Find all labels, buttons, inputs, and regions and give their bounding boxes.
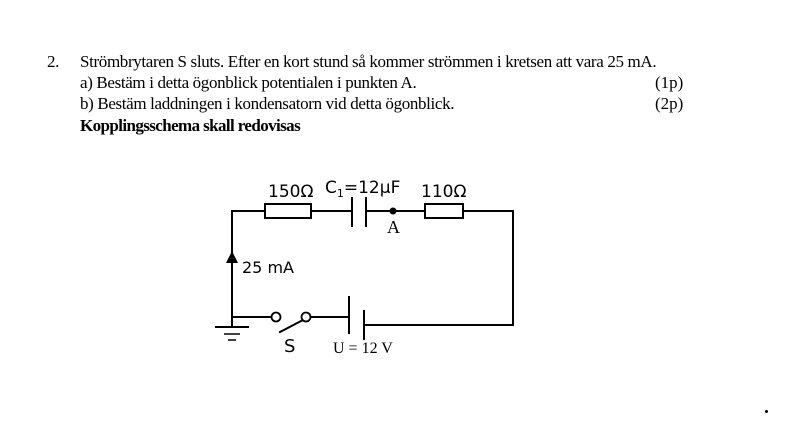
question-a: a) Bestäm i detta ögonblick potentialen i punkten A.: [80, 73, 417, 92]
point-a-label: A: [387, 217, 400, 237]
question-b-points: (2p): [655, 94, 684, 113]
resistor-150: [265, 204, 311, 218]
switch-terminal-left: [272, 313, 281, 322]
question-b: b) Bestäm laddningen i kondensatorn vid detta ögonblick.: [80, 94, 455, 113]
requirement-note: Kopplingsschema skall redovisas: [80, 116, 301, 135]
resistor-110-label: 110Ω: [421, 182, 467, 202]
capacitor-label: $C_1=12\mu F$: [325, 178, 401, 200]
switch-label: S: [284, 336, 296, 357]
current-label: 25 mA: [242, 258, 294, 277]
stray-mark: [765, 410, 768, 413]
problem-statement: Strömbrytaren S sluts. Efter en kort stund så kommer strömmen i kretsen att vara 25 mA.: [80, 52, 657, 71]
question-a-points: (1p): [655, 73, 684, 92]
current-arrow-icon: [226, 251, 238, 263]
switch-blade: [280, 320, 303, 332]
resistor-110: [425, 204, 463, 218]
switch-terminal-right: [302, 313, 311, 322]
resistor-150-label: 150Ω: [268, 182, 314, 202]
point-a-node: [390, 208, 397, 215]
problem-number: 2.: [47, 52, 60, 71]
voltage-label: U = 12 V: [333, 340, 393, 357]
